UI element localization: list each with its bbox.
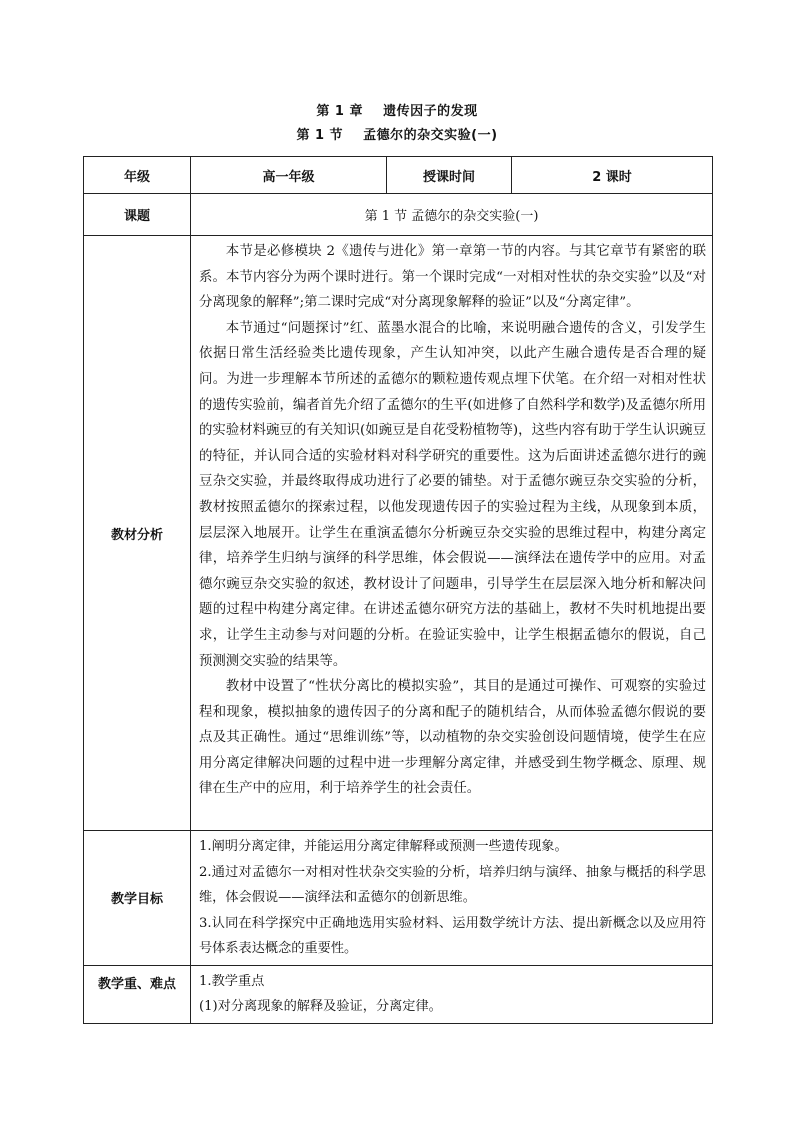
topic-value: 第 1 节 孟德尔的杂交实验(一)	[191, 194, 713, 236]
document-header	[0, 100, 794, 148]
analysis-label: 教材分析	[84, 236, 191, 831]
key-points-content	[191, 965, 713, 1023]
row-key-points	[84, 965, 713, 1023]
topic-label: 课题	[84, 194, 191, 236]
objectives-label: 教学目标	[84, 831, 191, 966]
analysis-paragraph-3: 教材中设置了“性状分离比的模拟实验”，其目的是通过可操作、可观察的实验过程和现象，模拟抽象的遗传因子的分离和配子的随机结合，从而体验孟德尔假说的要点及其正确性。通过“思维训练”等，以动植物的杂交实验创设问题情境，使学生在应用分离定律解决问题的过程中进一步理解分离定律，并感受到生物学概念、原理、规律在生产中的应用，利于培养学生的社会责任。	[199, 679, 706, 797]
grade-value: 高一年级	[191, 157, 387, 194]
key-point-item-1: 1.教学重点	[199, 973, 265, 989]
key-points-label: 教学重、难点	[84, 965, 191, 1023]
analysis-paragraph-2: 本节通过“问题探讨”红、蓝墨水混合的比喻，来说明融合遗传的含义，引发学生依据日常生活经验类比遗传现象，产生认知冲突，以此产生融合遗传是否合理的疑问。为进一步理解本节所述的孟德尔的颗粒遗传观点埋下伏笔。在介绍一对相对性状的遗传实验前，编者首先介绍了孟德尔的生平(如进修了自然科学和数学)及孟德尔所用的实验材料豌豆的有关知识(如豌豆是自花受粉植物等)，这些内容有助于学生认识豌豆的特征，并认同合适的实验材料对科学研究的重要性。这为后面讲述孟德尔进行的豌豆杂交实验，并最终取得成功进行了必要的铺垫。对于孟德尔豌豆杂交实验的分析，教材按照孟德尔的探索过程，以他发现遗传因子的实验过程为主线，从现象到本质，层层深入地展开。让学生在重演孟德尔分析豌豆杂交实验的思维过程中，构建分离定律，培养学生归纳与演绎的科学思维，体会假说——演绎法在遗传学中的应用。对孟德尔豌豆杂交实验的叙述，教材设计了问题串，引导学生在层层深入地分析和解决问题的过程中构建分离定律。在讲述孟德尔研究方法的基础上，教材不失时机地提出要求，让学生主动参与对问题的分析。在验证实验中，让学生根据孟德尔的假说，自己预测测交实验的结果等。	[199, 320, 706, 669]
chapter-title: 第 1 章 遗传因子的发现	[316, 104, 478, 119]
objective-item-3: 3.认同在科学探究中正确地选用实验材料、运用数学统计方法、提出新概念以及应用符号体系表达概念的重要性。	[199, 915, 706, 956]
row-textbook-analysis	[84, 236, 713, 831]
objectives-content	[191, 831, 713, 966]
lesson-plan-table	[83, 156, 713, 1024]
key-point-item-2: (1)对分离现象的解释及验证，分离定律。	[199, 999, 442, 1014]
analysis-paragraph-1: 本节是必修模块 2《遗传与进化》第一章第一节的内容。与其它章节有紧密的联系。本节内容分为两个课时进行。第一个课时完成“一对相对性状的杂交实验”以及“对分离现象的解释”;第二课时完成“对分离现象解释的验证”以及“分离定律”。	[199, 244, 706, 311]
row-topic	[84, 194, 713, 236]
grade-label: 年级	[84, 157, 191, 194]
analysis-content	[191, 236, 713, 831]
time-label: 授课时间	[387, 157, 512, 194]
section-title: 第 1 节 孟德尔的杂交实验(一)	[296, 128, 498, 143]
objective-item-1: 1.阐明分离定律，并能运用分离定律解释或预测一些遗传现象。	[199, 839, 568, 854]
row-grade-time	[84, 157, 713, 194]
time-value: 2 课时	[512, 157, 713, 194]
row-teaching-objectives	[84, 831, 713, 966]
objective-item-2: 2.通过对孟德尔一对相对性状杂交实验的分析，培养归纳与演绎、抽象与概括的科学思维，体会假说——演绎法和孟德尔的创新思维。	[199, 864, 706, 905]
